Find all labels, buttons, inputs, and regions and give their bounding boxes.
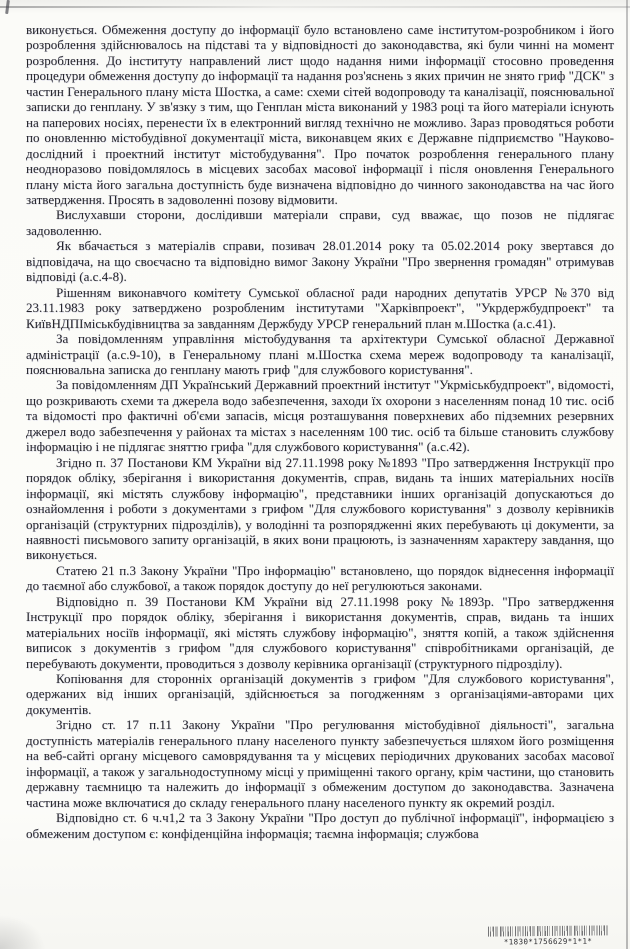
paragraph: Статею 21 п.3 Закону України "Про інформацію" встановлено, що порядок віднесення інформації до таємної або службової, а також порядок доступу до неї регулюються законами. <box>26 562 614 594</box>
barcode <box>478 925 618 946</box>
document-text <box>26 22 614 841</box>
barcode-label: *1830*1756629*1*1* <box>503 936 593 947</box>
paragraph: За повідомленням управління містобудування та архітектури Сумської обласної Державної адміністрації (а.с.9-10), в Генеральному плані м.Шостка схема мереж водопроводу та каналізації, пояснювальна записка до генплану мають гриф "для службового користування". <box>26 331 614 377</box>
paragraph: Як вбачається з матеріалів справи, позивач 28.01.2014 року та 05.02.2014 року звертався до відповідача, на що своєчасно та відповідно вимог Закону України "Про звернення громадян" отримував відповіді (а.с.4-8). <box>26 238 614 285</box>
scan-edge-artifact-right <box>626 0 628 949</box>
barcode-bars <box>488 925 608 936</box>
paragraph: Копіювання для сторонніх організацій документів з грифом "Для службового користування", одержаних від інших організацій, здійснюється за погодженням з організаціями-авторами цих документів. <box>26 671 614 717</box>
scan-edge-artifact-top <box>0 6 630 8</box>
paragraph: Згідно ст. 17 п.11 Закону України "Про регулювання містобудівної діяльності", загальна доступність матеріалів генерального плану населеного пункту забезпечується шляхом його розміщення на веб-сайті органу місцевого самоврядування та у місцевих періодичних друкованих засобах масової інформації, а також у загальнодоступному місці у приміщенні такого органу, крім частини, що становить державну таємницю та належить до інформації з обмеженим доступом до законодавства. Зазначена частина може включатися до складу генерального плану населеного пункту як окремий розділ. <box>26 717 614 810</box>
paragraph: Вислухавши сторони, дослідивши матеріали справи, суд вважає, що позов не підлягає задоволенню. <box>26 207 614 238</box>
paragraph: виконується. Обмеження доступу до інформації було встановлено саме інститутом-розробником і його розроблення здійснювалось на підставі та у відповідності до законодавства, які були чинні на момент розроблення. До інституту направлений лист щодо надання ними інформації стосовно проведення процедури обмеження доступу до інформації та надання роз'яснень з яких причин не знято гриф "ДСК" з частин Генерального плану міста Шостка, а саме: схеми сітей водопроводу та каналізації, пояснювальної записки до генплану. У зв'язку з тим, що Генплан міста виконаний у 1983 році та його матеріали існують на паперових носіях, перенести їх в електронний вигляд технічно не можливо. Зараз проводяться роботи по оновленню містобудівної документації міста, виконавцем яких є Державне підприємство "Науково-дослідний і проектний інститут містобудування". Про початок розроблення генерального плану неодноразово повідомлялось в місцевих засобах масової інформації і після оновлення Генерального плану міста його загальна доступність буде визначена відповідно до чинного законодавства на час його затвердження. Просять в задоволенні позову відмовити. <box>26 22 614 207</box>
paragraph: Згідно п. 37 Постанови КМ України від 27.11.1998 року №1893 "Про затвердження Інструкції про порядок обліку, зберігання і використання документів, справ, видань та інших матеріальних носіїв інформації, які містять службову інформацію", представники інших організацій допускаються до ознайомлення і роботи з документами з грифом "Для службового користування" з дозволу керівників організацій (структурних підрозділів), у володінні та розпорядженні яких перебувають ці документи, за наявності письмового запиту організацій, в яких вони працюють, із зазначенням характеру завдання, що виконується. <box>26 454 614 563</box>
paragraph: Відповідно ст. 6 ч.ч1,2 та 3 Закону України "Про доступ до публічної інформації", інформацією з обмеженим доступом є: конфіденційна інформація; таємна інформація; службова <box>26 810 614 841</box>
paragraph: Рішенням виконавчого комітету Сумської обласної ради народних депутатів УРСР №370 від 23.11.1983 року затверджено розробленим інститутами "Харківпроект", "Укрдержбудпроект" та КиївНДПІміськбудівництва за завданням Держбуду УРСР генеральний план м.Шостка (а.с.41). <box>26 284 614 331</box>
paragraph: Відповідно п. 39 Постанови КМ України від 27.11.1998 року №1893р. "Про затвердження Інструкції про порядок обліку, зберігання і використання документів, справ, видань та інших матеріальних носіїв інформації, які містять службову інформацію", зняття копій, а також здійснення виписок з документів з грифом "для службового користування" співробітниками організацій, де перебувають документи, проводиться з дозволу керівника організації (структурного підрозділу). <box>26 593 614 671</box>
scan-smudge-artifact <box>0 915 46 949</box>
paragraph: За повідомленням ДП Український Державний проектний інститут "Укрміськбудпроект", відомості, що розкривають схеми та джерела водо забезпечення, заходи їх охорони з населенням понад 10 тис. осіб та відомості про фактичні об'єми запасів, місця розташування поверхневих або підземних резервних джерел водо забезпечення у районах та містах з населенням 100 тис. осіб та більше становить службову інформацію і не підлягає зняттю грифа "для службового користування" (а.с.42). <box>26 377 614 455</box>
